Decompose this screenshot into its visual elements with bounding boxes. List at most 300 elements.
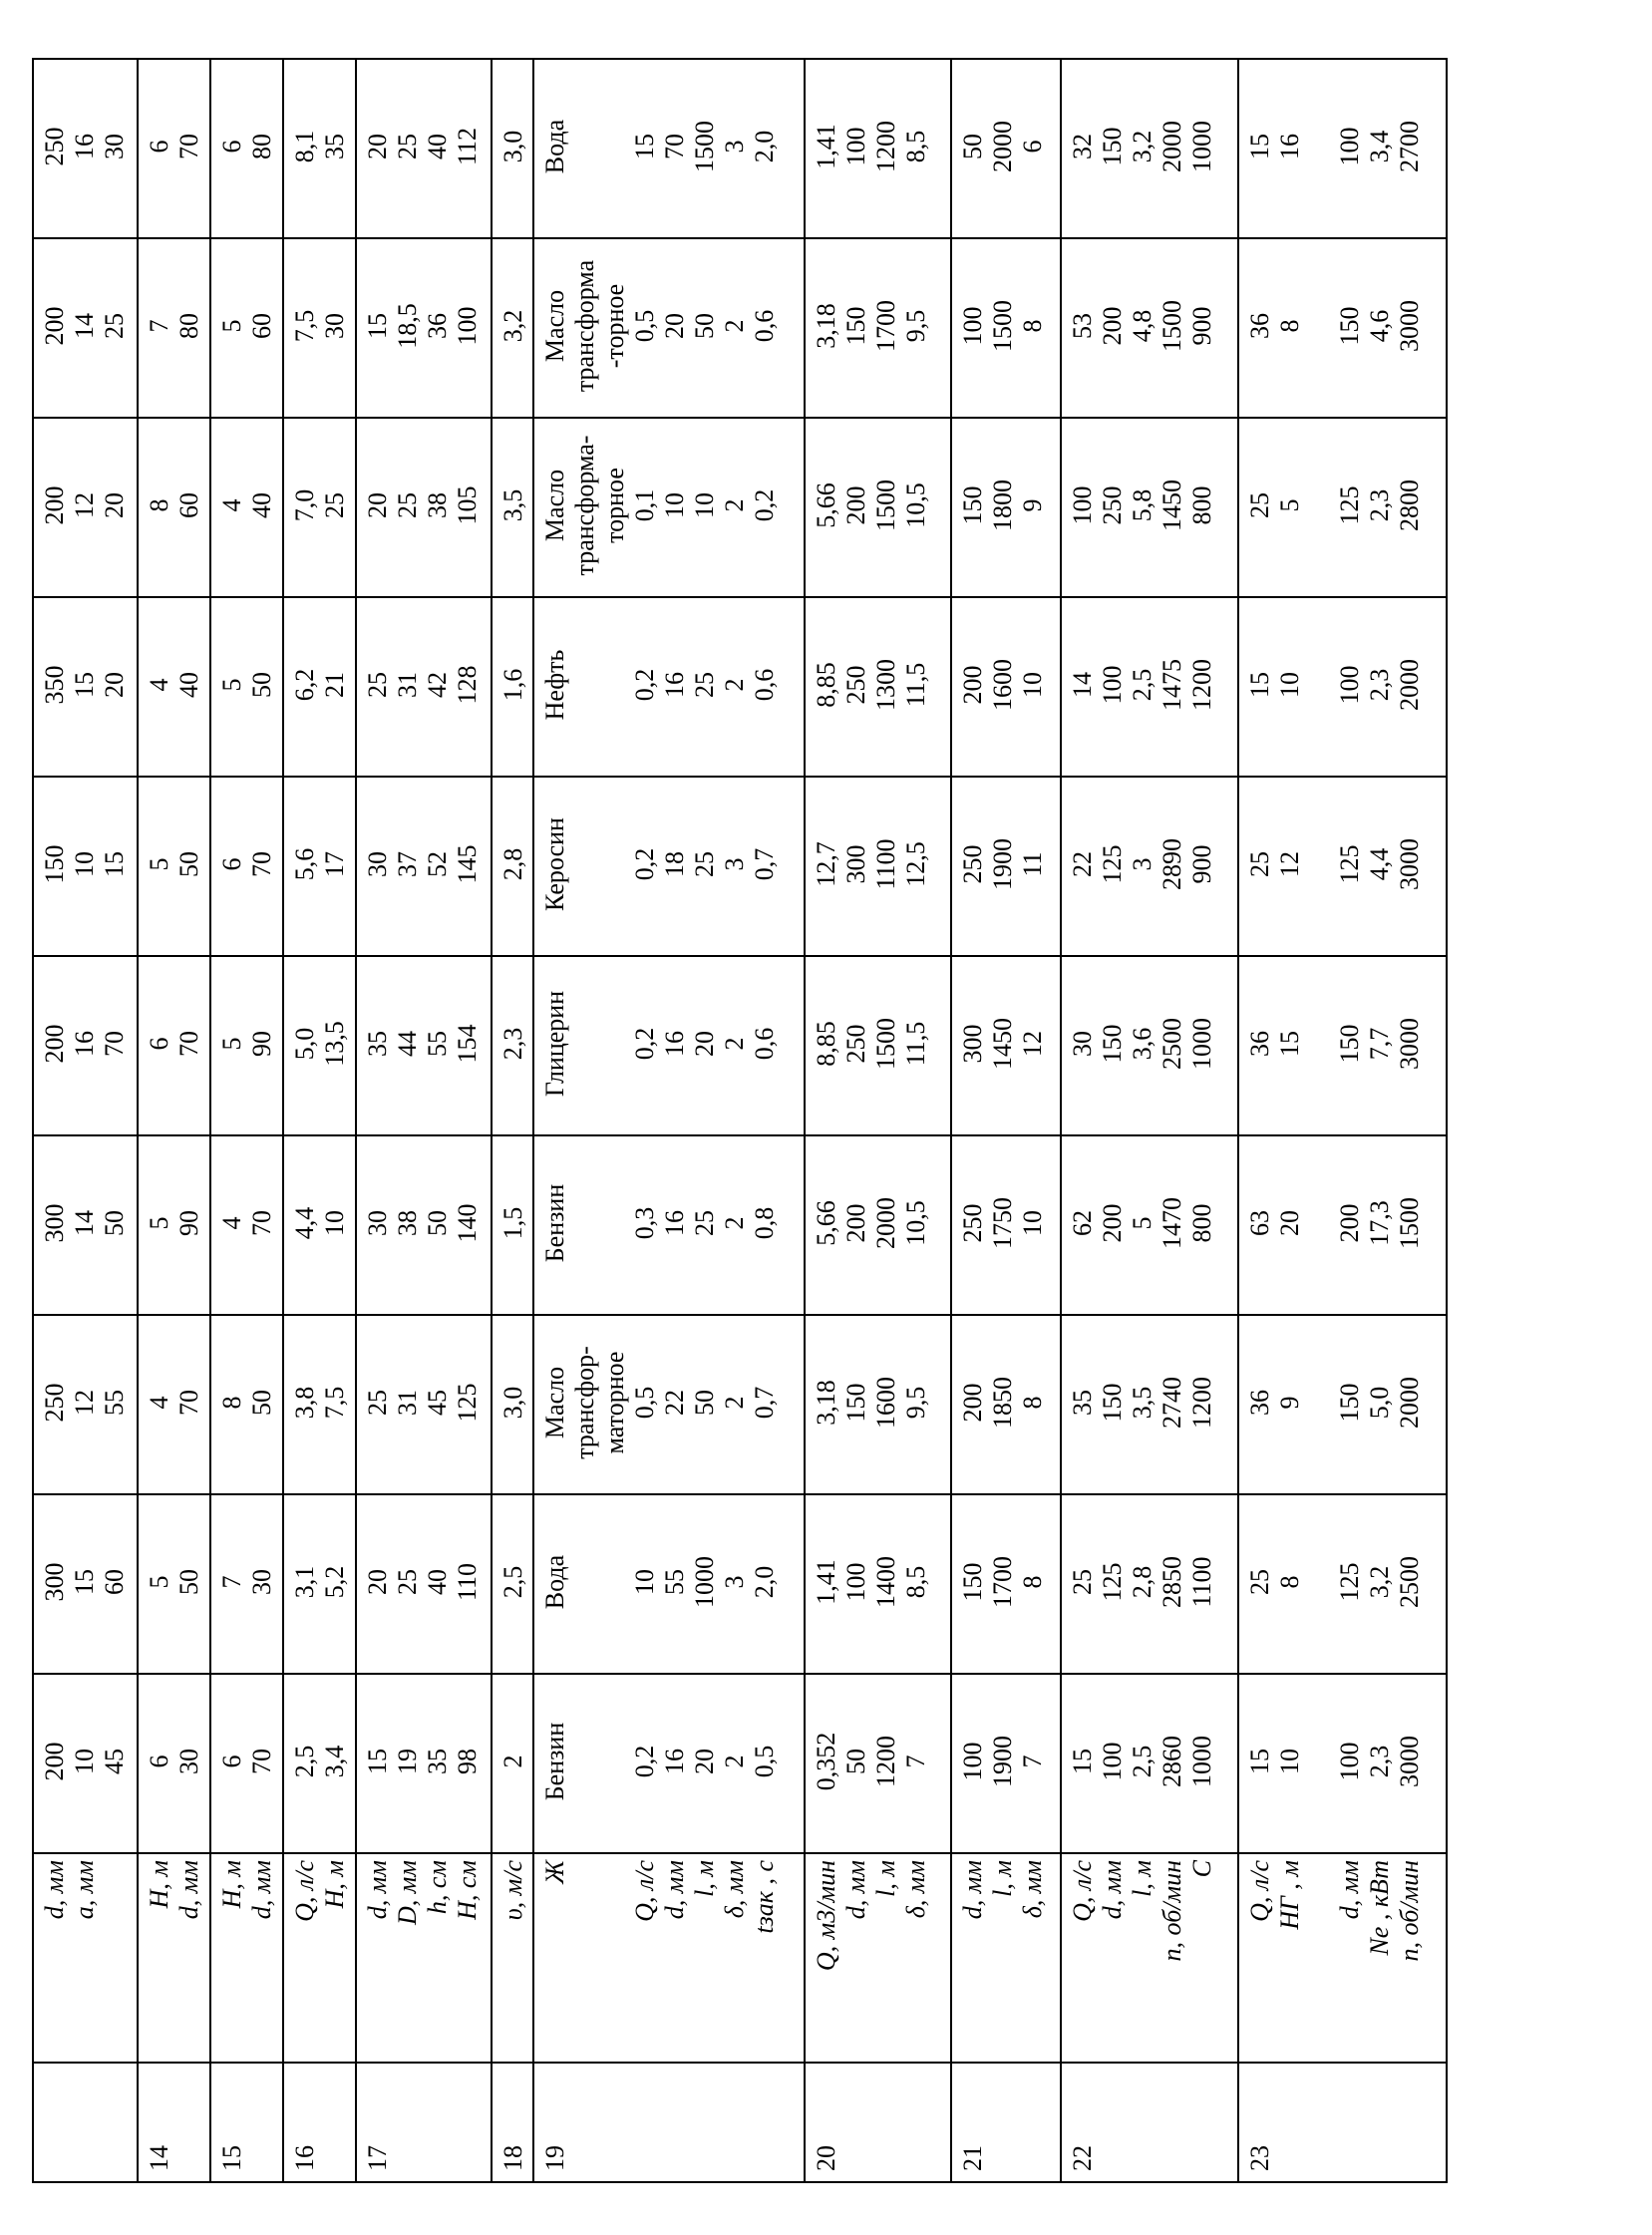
parameter-label: δ, мм [1017, 1860, 1047, 1919]
variant-5-cell [33, 956, 138, 1135]
value: 20 [690, 1749, 720, 1774]
value: 36 [1244, 1390, 1274, 1416]
value: 35 [320, 134, 350, 160]
value: 1000 [1186, 121, 1216, 172]
value: 1500 [987, 300, 1017, 352]
variant-1-cell [283, 1674, 356, 1853]
task-number: 16 [283, 2063, 356, 2182]
value: 40 [173, 672, 203, 698]
parameter-label: d, мм [1334, 1860, 1364, 1920]
variant-1-cell [533, 1674, 805, 1853]
value: 30 [320, 313, 350, 339]
value: Вода [540, 1554, 570, 1610]
value: 105 [453, 485, 483, 525]
parameter-label [600, 1860, 630, 2052]
value: 2,3 [1364, 668, 1394, 702]
value: Масло [540, 469, 570, 542]
value [600, 1142, 630, 1304]
value: 1450 [987, 1018, 1017, 1070]
value: 2,8 [1127, 1565, 1156, 1599]
value: 20 [363, 1569, 393, 1595]
value: 10,5 [901, 482, 931, 528]
value: 60 [246, 313, 276, 339]
value [600, 784, 630, 945]
table-row [283, 59, 356, 2182]
value: 3,5 [1127, 1386, 1156, 1420]
value: 3 [720, 1575, 750, 1589]
parameter-cell [356, 1853, 492, 2063]
value: 16 [1274, 134, 1304, 160]
value: 1200 [1186, 659, 1216, 711]
value: 14 [1067, 672, 1097, 698]
variant-3-cell [138, 1315, 210, 1494]
variant-9-cell [951, 238, 1061, 418]
value: 0,7 [750, 1386, 780, 1420]
value: 8,5 [901, 130, 931, 163]
value: 5 [144, 1575, 173, 1589]
value: 2800 [1394, 479, 1424, 531]
parameter-label: Q, л/с [1067, 1860, 1097, 1922]
variant-8-cell [1061, 418, 1238, 597]
parameter-label: Ж [540, 1860, 570, 1884]
parameter-label [570, 1860, 600, 2052]
variant-9-cell [1238, 238, 1447, 418]
value: 150 [1334, 1383, 1364, 1423]
value: 30 [363, 1210, 393, 1236]
variant-5-cell [805, 956, 951, 1135]
value: 250 [841, 1024, 871, 1064]
value: 1,6 [498, 668, 528, 702]
value: 22 [660, 1390, 690, 1416]
parameter-cell [805, 1853, 951, 2063]
value: 1600 [871, 1377, 901, 1429]
value: торное [600, 468, 630, 543]
value: 30 [100, 134, 129, 160]
value: 11,5 [901, 662, 931, 708]
value: 0,3 [630, 1206, 660, 1240]
value: 15 [100, 851, 129, 877]
value: 10 [1274, 672, 1304, 698]
value: Нефть [540, 649, 570, 721]
value: 38 [393, 1210, 423, 1236]
value: 15 [70, 1569, 99, 1595]
value: 0,6 [750, 668, 780, 702]
parameter-cell [533, 1853, 805, 2063]
value [600, 1681, 630, 1842]
value: 1500 [871, 1018, 901, 1070]
value: 100 [841, 127, 871, 166]
value [1305, 425, 1335, 586]
value: 25 [690, 1210, 720, 1236]
variant-3-cell [356, 1315, 492, 1494]
value: 3,1 [290, 1565, 320, 1599]
value: Бензин [540, 1722, 570, 1801]
value: 100 [841, 1562, 871, 1602]
value: 100 [1334, 127, 1364, 166]
value: 10 [1017, 672, 1047, 698]
value: 37 [393, 851, 423, 877]
value: 1900 [987, 838, 1017, 890]
variant-8-cell [951, 418, 1061, 597]
value: 15 [363, 313, 393, 339]
variant-10-cell [805, 59, 951, 238]
value: 6 [216, 140, 246, 154]
value: 4,8 [1127, 309, 1156, 343]
value: 5 [1274, 498, 1304, 512]
value: 1900 [987, 1736, 1017, 1787]
value: 6 [216, 857, 246, 871]
value: 3,4 [1364, 130, 1394, 163]
value [1305, 1501, 1335, 1663]
value: 3,18 [812, 303, 841, 349]
variant-8-cell [533, 418, 805, 597]
value: 12 [1274, 851, 1304, 877]
parameter-label: d, мм [246, 1860, 276, 1920]
value: 200 [40, 485, 69, 525]
value [1305, 1142, 1335, 1304]
value: маторное [600, 1351, 630, 1454]
variant-3-cell [33, 1315, 138, 1494]
value: 140 [453, 1203, 483, 1243]
value: 6 [1017, 140, 1047, 154]
value: 7,5 [320, 1386, 350, 1420]
value: 2000 [1394, 1377, 1424, 1429]
parameter-label: l, м [987, 1860, 1017, 1897]
value: 8 [1274, 319, 1304, 333]
value: 11 [1017, 851, 1047, 877]
value: 70 [246, 851, 276, 877]
value: 2 [720, 498, 750, 512]
table-row [1061, 59, 1238, 2182]
value: 1700 [871, 300, 901, 352]
value: 45 [100, 1749, 129, 1774]
value: 50 [246, 672, 276, 698]
value: 100 [1097, 1742, 1127, 1781]
value: 2500 [1156, 1018, 1186, 1070]
value: 100 [1334, 665, 1364, 705]
value: 3,4 [320, 1745, 350, 1778]
variant-4-cell [1238, 1135, 1447, 1315]
value: трансфор- [570, 1346, 600, 1459]
value: 25 [1244, 1569, 1274, 1595]
value: 0,2 [750, 488, 780, 522]
value: 40 [423, 1569, 453, 1595]
value: 3000 [1394, 1736, 1424, 1787]
value: 9 [1017, 498, 1047, 512]
value: 2700 [1394, 121, 1424, 172]
value: 98 [453, 1749, 483, 1774]
variant-7-cell [138, 597, 210, 777]
value: 17 [320, 851, 350, 877]
value: 35 [423, 1749, 453, 1774]
value: 62 [1067, 1210, 1097, 1236]
value [1305, 1322, 1335, 1483]
value: 12 [1017, 1031, 1047, 1057]
value: 2,5 [498, 1565, 528, 1599]
value: 250 [957, 844, 987, 884]
value: 250 [40, 1383, 69, 1423]
value: 15 [1067, 1749, 1097, 1774]
variant-8-cell [805, 418, 951, 597]
table-row [951, 59, 1061, 2182]
value: 25 [1067, 1569, 1097, 1595]
value: 3,0 [498, 1386, 528, 1420]
value: 1200 [871, 121, 901, 172]
value: 7 [216, 1575, 246, 1589]
parameter-label: l, м [871, 1860, 901, 1897]
value: 15 [1244, 1749, 1274, 1774]
value: 10 [70, 1749, 99, 1774]
value: 21 [320, 672, 350, 698]
value: 200 [1097, 1203, 1127, 1243]
variant-1-cell [492, 1674, 533, 1853]
value: 8 [1017, 1396, 1047, 1410]
value: 1400 [871, 1556, 901, 1608]
value: 0,6 [750, 1027, 780, 1061]
parameter-label: d, мм [660, 1860, 690, 1920]
value: 1000 [1186, 1018, 1216, 1070]
parameter-label: υ, м/с [498, 1860, 528, 1921]
value: 250 [841, 665, 871, 705]
value: 35 [363, 1031, 393, 1057]
value: трансформа- [570, 435, 600, 576]
value: 14 [70, 1210, 99, 1236]
value: 7,0 [290, 488, 320, 522]
value: 5,6 [290, 847, 320, 881]
value: 1000 [1186, 1736, 1216, 1787]
table-row [492, 59, 533, 2182]
parameter-cell [210, 1853, 283, 2063]
variant-2-cell [283, 1494, 356, 1674]
variant-6-cell [492, 777, 533, 956]
variant-2-cell [533, 1494, 805, 1674]
value: 8 [1274, 1575, 1304, 1589]
value: 12 [70, 1390, 99, 1416]
value: 9,5 [901, 309, 931, 343]
value: 53 [1067, 313, 1097, 339]
value: 5 [216, 678, 246, 692]
variant-3-cell [533, 1315, 805, 1494]
variant-2-cell [951, 1494, 1061, 1674]
value: 2,5 [290, 1745, 320, 1778]
value: 25 [100, 313, 129, 339]
value [600, 1501, 630, 1663]
value: 900 [1186, 306, 1216, 346]
value: 200 [40, 306, 69, 346]
value: 110 [453, 1562, 483, 1602]
value: 5,0 [1364, 1386, 1394, 1420]
value: 6 [216, 1755, 246, 1768]
value: 20 [363, 492, 393, 518]
rotated-page [32, 60, 1448, 2183]
value [570, 784, 600, 945]
variant-4-cell [356, 1135, 492, 1315]
variant-8-cell [33, 418, 138, 597]
task-number: 18 [492, 2063, 533, 2182]
value: 16 [660, 672, 690, 698]
value: 30 [173, 1749, 203, 1774]
value: 2,5 [1127, 1745, 1156, 1778]
value: 3,2 [1127, 130, 1156, 163]
value: 90 [246, 1031, 276, 1057]
value: 50 [246, 1390, 276, 1416]
variant-6-cell [951, 777, 1061, 956]
value: 3,6 [1127, 1027, 1156, 1061]
value: 3,2 [498, 309, 528, 343]
value: 70 [173, 134, 203, 160]
value: 4 [144, 678, 173, 692]
value: 25 [393, 1569, 423, 1595]
parameter-label: d, мм [40, 1860, 69, 1920]
value [1305, 1681, 1335, 1842]
value: 55 [100, 1390, 129, 1416]
parameter-label: d, мм [173, 1860, 203, 1920]
value: 350 [40, 665, 69, 705]
value: 31 [393, 1390, 423, 1416]
value: 5 [144, 857, 173, 871]
value: 70 [660, 134, 690, 160]
value: 3,18 [812, 1380, 841, 1426]
variant-2-cell [1238, 1494, 1447, 1674]
value: 16 [660, 1210, 690, 1236]
value: 30 [363, 851, 393, 877]
value: 70 [173, 1390, 203, 1416]
value: 70 [173, 1031, 203, 1057]
variant-1-cell [805, 1674, 951, 1853]
value: 22 [1067, 851, 1097, 877]
variant-2-cell [492, 1494, 533, 1674]
value: 12 [70, 492, 99, 518]
variant-9-cell [283, 238, 356, 418]
value: 90 [173, 1210, 203, 1236]
value [570, 1681, 600, 1842]
value: 3 [720, 857, 750, 871]
variant-5-cell [210, 956, 283, 1135]
variant-5-cell [533, 956, 805, 1135]
variant-10-cell [33, 59, 138, 238]
variant-2-cell [210, 1494, 283, 1674]
value: 1700 [987, 1556, 1017, 1608]
value: 300 [957, 1024, 987, 1064]
variant-9-cell [1061, 238, 1238, 418]
value: 150 [957, 1562, 987, 1602]
variant-4-cell [33, 1135, 138, 1315]
value: 12,5 [901, 841, 931, 887]
value: 10,5 [901, 1200, 931, 1246]
task-number: 23 [1238, 2063, 1447, 2182]
value: 80 [173, 313, 203, 339]
table-row [1238, 59, 1447, 2182]
parameter-label: l, м [690, 1860, 720, 1897]
variant-7-cell [951, 597, 1061, 777]
value [1305, 604, 1335, 766]
value: 2000 [987, 121, 1017, 172]
variant-7-cell [1061, 597, 1238, 777]
table-row [210, 59, 283, 2182]
value: 2,0 [750, 130, 780, 163]
variant-8-cell [492, 418, 533, 597]
value: 55 [660, 1569, 690, 1595]
value: 200 [841, 485, 871, 525]
variant-5-cell [492, 956, 533, 1135]
value: 20 [690, 1031, 720, 1057]
variant-7-cell [533, 597, 805, 777]
value: 0,7 [750, 847, 780, 881]
variant-7-cell [283, 597, 356, 777]
variant-6-cell [33, 777, 138, 956]
value: 8 [1017, 319, 1047, 333]
value: 900 [1186, 844, 1216, 884]
variant-8-cell [356, 418, 492, 597]
parameter-label: δ, мм [901, 1860, 931, 1919]
parameter-label: a, мм [70, 1860, 99, 1920]
value: 2000 [1156, 121, 1186, 172]
value: 16 [70, 1031, 99, 1057]
value: 0,1 [630, 488, 660, 522]
value: 200 [40, 1024, 69, 1064]
value: 1,5 [498, 1206, 528, 1240]
variant-6-cell [1061, 777, 1238, 956]
value: 1850 [987, 1377, 1017, 1429]
value: 2000 [871, 1197, 901, 1249]
parameter-label: h, см [423, 1860, 453, 1915]
value: 2,5 [1127, 668, 1156, 702]
variant-1-cell [1061, 1674, 1238, 1853]
value: 3,0 [498, 130, 528, 163]
task-number: 19 [533, 2063, 805, 2182]
value: 0,5 [750, 1745, 780, 1778]
value: 3 [1127, 857, 1156, 871]
value: Вода [540, 119, 570, 174]
parameter-label: Q, л/с [630, 1860, 660, 1922]
value: 4 [144, 1396, 173, 1410]
value: 200 [957, 665, 987, 705]
value: 5 [216, 319, 246, 333]
variant-5-cell [951, 956, 1061, 1135]
parameter-cell [33, 1853, 138, 2063]
value: 36 [1244, 1031, 1274, 1057]
value: 6 [144, 1037, 173, 1051]
table-row [33, 59, 138, 2182]
variant-8-cell [138, 418, 210, 597]
table-row [533, 59, 805, 2182]
value: 800 [1186, 485, 1216, 525]
variant-4-cell [138, 1135, 210, 1315]
parameter-label: H, м [144, 1860, 173, 1909]
value: 20 [100, 672, 129, 698]
value: 4 [216, 1216, 246, 1230]
value: 1475 [1156, 659, 1186, 711]
variant-7-cell [356, 597, 492, 777]
value: 150 [1097, 127, 1127, 166]
parameter-cell [1238, 1853, 1447, 2063]
value: 12,7 [812, 841, 841, 887]
value: 100 [1097, 665, 1127, 705]
variant-6-cell [1238, 777, 1447, 956]
value: 25 [1244, 851, 1274, 877]
value: 18,5 [393, 303, 423, 349]
value: 0,2 [630, 668, 660, 702]
value: 1800 [987, 479, 1017, 531]
value: 25 [363, 1390, 393, 1416]
value: 125 [453, 1383, 483, 1423]
value: 25 [393, 492, 423, 518]
parameter-label: Q, л/с [290, 1860, 320, 1922]
variant-7-cell [492, 597, 533, 777]
value: 100 [1334, 1742, 1364, 1781]
value: 150 [1334, 306, 1364, 346]
value [570, 604, 600, 766]
